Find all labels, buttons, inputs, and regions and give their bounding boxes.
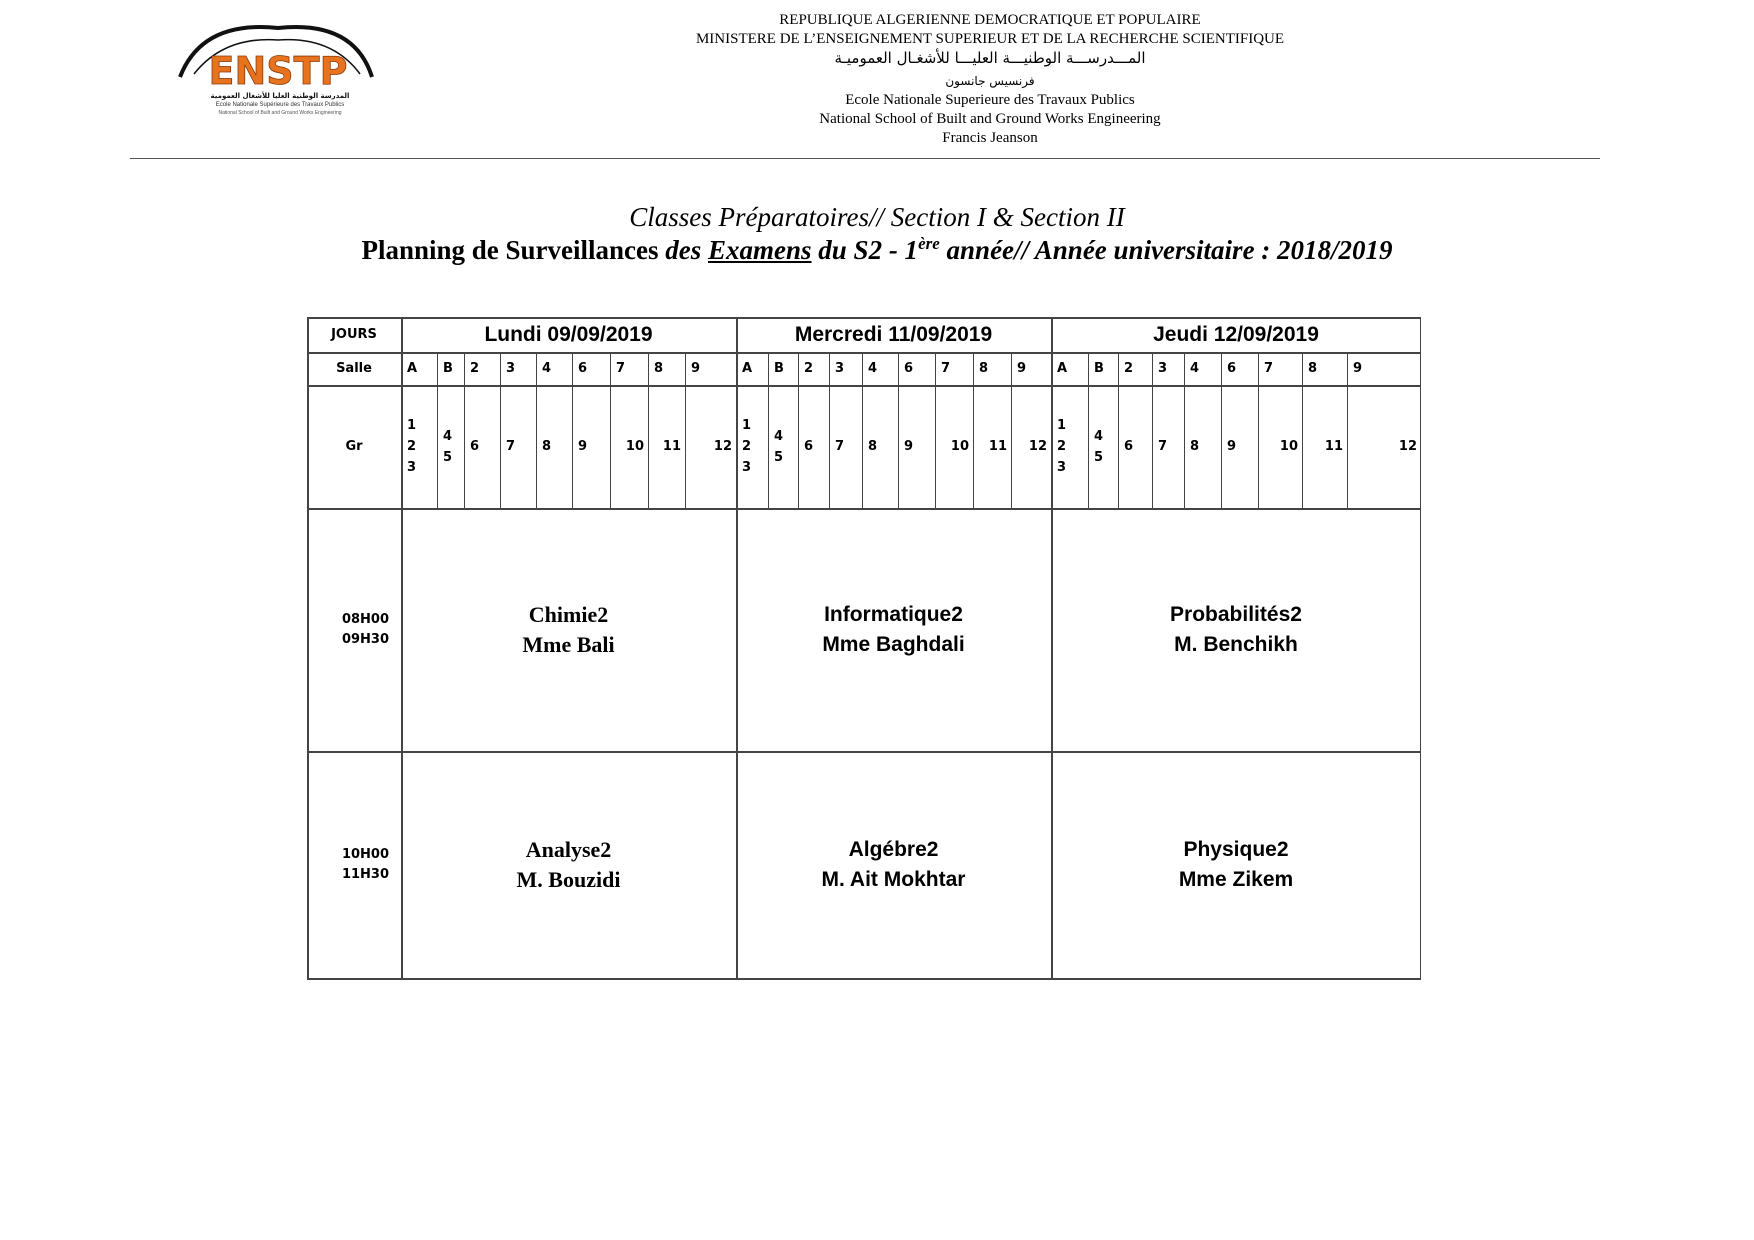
row-line — [307, 508, 1421, 510]
col-line — [1258, 352, 1259, 508]
salle-cell: 3 — [1158, 361, 1168, 376]
group-cell — [1258, 385, 1302, 508]
title-part-e: année// Année universitaire : 2018/2019 — [939, 235, 1393, 265]
group-number: 10 — [950, 439, 969, 454]
group-cell — [437, 385, 464, 508]
group-number: 7 — [835, 439, 845, 454]
title-sup: ère — [918, 234, 940, 253]
group-cell — [736, 385, 768, 508]
group-cell — [610, 385, 648, 508]
time-start: 10H00 — [341, 847, 389, 862]
group-number: 6 — [470, 439, 480, 454]
group-number: 9 — [578, 439, 588, 454]
row-line — [307, 385, 1421, 387]
time-slot — [307, 751, 401, 979]
group-cell — [464, 385, 500, 508]
group-cell — [768, 385, 798, 508]
group-cell — [1088, 385, 1118, 508]
logo-subtitle-en: National School of Built and Ground Works Engineering — [218, 110, 342, 116]
time-end: 09H30 — [341, 631, 389, 647]
group-number: 9 — [1227, 439, 1237, 454]
col-line — [500, 352, 501, 508]
group-cell — [1011, 385, 1051, 508]
group-number: 3 — [407, 460, 417, 475]
col-line — [1347, 352, 1348, 508]
col-line — [1011, 352, 1012, 508]
salle-cell: 3 — [506, 361, 516, 376]
time-slot — [307, 508, 401, 751]
salle-cell: 3 — [835, 361, 845, 376]
exam-cell — [401, 508, 736, 751]
col-line — [610, 352, 611, 508]
group-number: 10 — [625, 439, 644, 454]
group-number: 2 — [1057, 439, 1067, 454]
time-start: 08H00 — [341, 611, 389, 627]
group-number: 8 — [542, 439, 552, 454]
group-cell — [1118, 385, 1152, 508]
col-line — [437, 352, 438, 508]
time-end: 11H30 — [341, 867, 389, 882]
group-number: 11 — [988, 439, 1007, 454]
col-line — [1302, 352, 1303, 508]
group-number: 10 — [1279, 439, 1298, 454]
row-line — [307, 317, 1421, 319]
header-republic: REPUBLIQUE ALGERIENNE DEMOCRATIQUE ET POPULAIRE — [779, 12, 1201, 28]
group-number: 5 — [443, 449, 453, 465]
salle-cell: 8 — [1308, 361, 1318, 376]
group-cell — [862, 385, 898, 508]
header-ministry: MINISTERE DE L’ENSEIGNEMENT SUPERIEUR ET DE LA RECHERCHE SCIENTIFIQUE — [695, 31, 1285, 47]
salle-cell: 7 — [1264, 361, 1274, 376]
col-line — [685, 352, 686, 508]
title-part-exams: Examens — [708, 235, 812, 265]
group-number: 12 — [1028, 439, 1047, 454]
logo-subtitle-ar: المدرسة الوطنية العليا للأشغال العمومية — [210, 92, 350, 100]
salle-cell: 9 — [1017, 361, 1027, 376]
salle-label: Salle — [336, 361, 372, 376]
group-number: 6 — [804, 439, 814, 454]
salle-cell: 9 — [691, 361, 701, 376]
row-line — [307, 751, 1421, 753]
exam-cell — [1051, 751, 1421, 979]
col-line — [1118, 352, 1119, 508]
group-cell — [973, 385, 1011, 508]
day-line — [1051, 317, 1053, 979]
col-line — [1221, 352, 1222, 508]
salle-cell: 9 — [1353, 361, 1363, 376]
exam-subject: Informatique2 — [824, 602, 963, 626]
salle-cell: B — [1094, 361, 1104, 376]
col-line — [572, 352, 573, 508]
col-line — [536, 352, 537, 508]
day-header: Lundi 09/09/2019 — [484, 322, 653, 346]
salle-cell: B — [443, 361, 453, 376]
title-part-b: des — [665, 235, 708, 265]
col-line — [1088, 352, 1089, 508]
header-francis: Francis Jeanson — [942, 130, 1038, 146]
salle-cell: A — [1057, 361, 1068, 376]
exam-subject: Probabilités2 — [1170, 602, 1302, 626]
enstp-logo — [172, 22, 384, 126]
group-cell — [1221, 385, 1258, 508]
group-label: Gr — [345, 439, 363, 454]
group-cell — [536, 385, 572, 508]
group-number: 4 — [1094, 428, 1104, 444]
exam-schedule-table — [307, 317, 1421, 979]
salle-cell: 6 — [578, 361, 588, 376]
header-francis-ar: فرنسيس جانسون — [945, 74, 1035, 88]
col-line — [1152, 352, 1153, 508]
salle-cell: 6 — [904, 361, 914, 376]
exam-cell — [736, 751, 1051, 979]
group-number: 1 — [1057, 418, 1067, 433]
salle-cell: 7 — [941, 361, 951, 376]
group-number: 1 — [742, 418, 752, 433]
header-school-ar: المـــدرســـة الوطنيـــة العليـــا للأشغـال العموميـة — [834, 49, 1146, 67]
group-cell — [1347, 385, 1421, 508]
group-number: 6 — [1124, 439, 1134, 454]
header-school-fr: Ecole Nationale Superieure des Travaux Publics — [845, 92, 1135, 108]
group-cell — [1302, 385, 1347, 508]
group-number: 3 — [742, 460, 752, 475]
salle-cell: A — [407, 361, 418, 376]
col-line — [898, 352, 899, 508]
exam-cell — [736, 508, 1051, 751]
group-cell — [935, 385, 973, 508]
page-title-planning — [0, 234, 1754, 266]
jours-label: JOURS — [331, 327, 377, 342]
row-line — [307, 978, 1421, 980]
col-line — [973, 352, 974, 508]
col-line — [935, 352, 936, 508]
exam-cell — [401, 751, 736, 979]
group-number: 5 — [1094, 449, 1104, 465]
group-number: 7 — [1158, 439, 1168, 454]
exam-subject: Analyse2 — [525, 837, 612, 862]
exam-teacher: M. Ait Mokhtar — [821, 868, 966, 891]
salle-cell: 4 — [542, 361, 552, 376]
group-number: 9 — [904, 439, 914, 454]
day-header: Mercredi 11/09/2019 — [794, 322, 993, 346]
day-header: Jeudi 12/09/2019 — [1153, 322, 1319, 346]
title-part-a: Planning de Surveillances — [361, 235, 666, 265]
group-number: 8 — [1190, 439, 1200, 454]
group-number: 8 — [868, 439, 878, 454]
exam-subject: Chimie2 — [528, 601, 609, 627]
group-number: 1 — [407, 418, 417, 433]
exam-teacher: M. Bouzidi — [516, 867, 621, 892]
col-line — [648, 352, 649, 508]
salle-cell: A — [742, 361, 753, 376]
salle-cell: 7 — [616, 361, 626, 376]
exam-cell — [1051, 508, 1421, 751]
salle-cell: 6 — [1227, 361, 1237, 376]
header-school-en: National School of Built and Ground Works Engineering — [819, 111, 1161, 127]
col-line — [464, 352, 465, 508]
group-number: 4 — [443, 428, 453, 444]
salle-cell: 2 — [1124, 361, 1134, 376]
group-cell — [798, 385, 829, 508]
salle-cell: 8 — [979, 361, 989, 376]
exam-subject: Algébre2 — [848, 838, 939, 861]
group-cell — [500, 385, 536, 508]
exam-teacher: Mme Baghdali — [822, 632, 965, 656]
group-number: 11 — [1324, 439, 1343, 454]
group-cell — [401, 385, 437, 508]
exam-subject: Physique2 — [1183, 838, 1289, 861]
salle-cell: 4 — [868, 361, 878, 376]
group-number: 12 — [713, 439, 732, 454]
group-number: 5 — [774, 449, 784, 465]
group-cell — [685, 385, 736, 508]
group-cell — [898, 385, 935, 508]
group-cell — [829, 385, 862, 508]
logo-subtitle-fr: Ecole Nationale Supérieure des Travaux Publics — [215, 102, 345, 108]
group-cell — [1184, 385, 1221, 508]
logo-text: ENSTP — [208, 49, 348, 93]
salle-cell: 8 — [654, 361, 664, 376]
title-part-d: du S2 - 1 — [811, 235, 919, 265]
group-number: 7 — [506, 439, 516, 454]
col-line — [829, 352, 830, 508]
page-title-sections: Classes Préparatoires// Section I & Section II — [629, 202, 1125, 232]
group-number: 2 — [407, 439, 417, 454]
salle-cell: 2 — [804, 361, 814, 376]
exam-teacher: Mme Bali — [522, 631, 615, 657]
col-line — [1184, 352, 1185, 508]
col-line — [862, 352, 863, 508]
row-line — [307, 352, 1421, 354]
day-line — [736, 317, 738, 979]
group-cell — [1051, 385, 1088, 508]
exam-teacher: M. Benchikh — [1174, 632, 1298, 656]
group-number: 2 — [742, 439, 752, 454]
salle-cell: B — [774, 361, 784, 376]
group-number: 3 — [1057, 460, 1067, 475]
group-cell — [648, 385, 685, 508]
group-number: 12 — [1398, 439, 1417, 454]
group-cell — [1152, 385, 1184, 508]
salle-cell: 2 — [470, 361, 480, 376]
exam-teacher: Mme Zikem — [1178, 868, 1294, 891]
group-number: 4 — [774, 428, 784, 444]
col-line — [798, 352, 799, 508]
col-line — [307, 317, 309, 979]
salle-cell: 4 — [1190, 361, 1200, 376]
header-divider — [130, 158, 1600, 159]
col-line — [1420, 317, 1422, 979]
group-number: 11 — [662, 439, 681, 454]
group-cell — [572, 385, 610, 508]
col-line — [401, 317, 403, 979]
col-line — [768, 352, 769, 508]
